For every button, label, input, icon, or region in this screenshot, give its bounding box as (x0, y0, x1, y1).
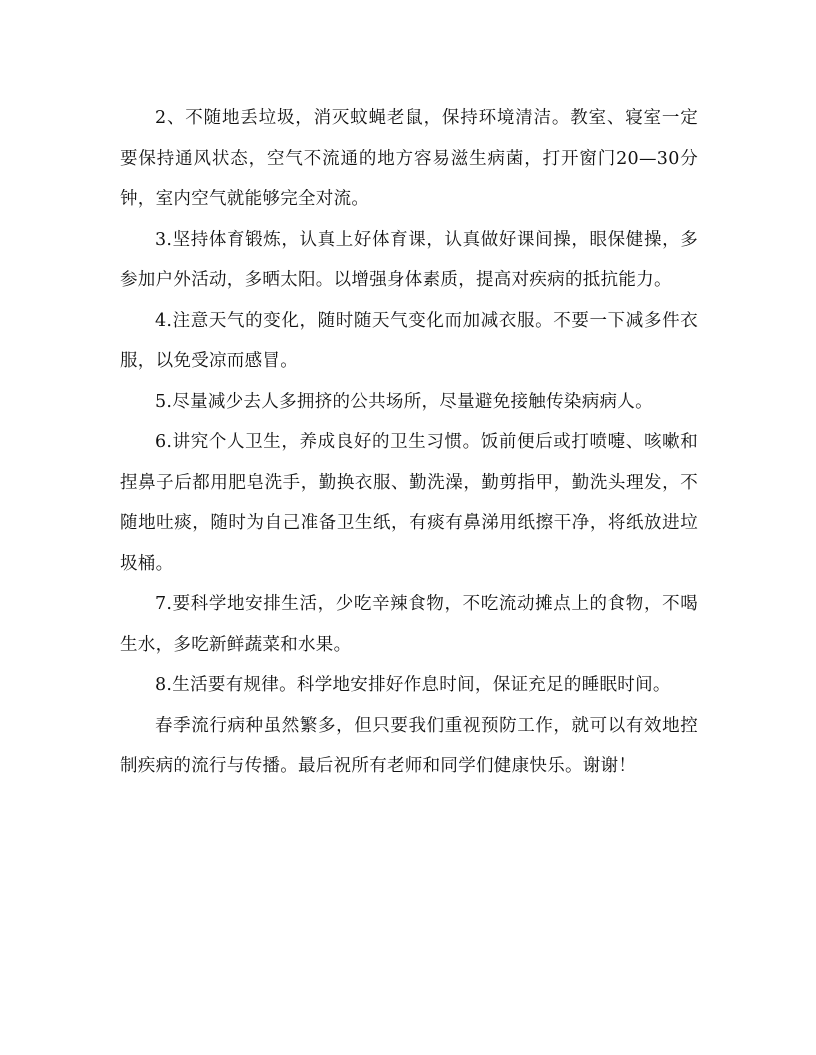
paragraph-personal-hygiene: 6.讲究个人卫生，养成良好的卫生习惯。饭前便后或打喷嚏、咳嗽和捏鼻子后都用肥皂洗手，勤换衣服、勤洗澡，勤剪指甲，勤洗头理发，不随地吐痰，随时为自己准备卫生纸，有痰有鼻涕用纸擦干净，将纸放进垃圾桶。 (120, 432, 698, 574)
paragraph-closing: 春季流行病种虽然繁多，但只要我们重视预防工作，就可以有效地控制疾病的流行与传播。最后祝所有老师和同学们健康快乐。谢谢！ (120, 715, 698, 776)
paragraph-exercise: 3.坚持体育锻炼，认真上好体育课，认真做好课间操，眼保健操，多参加户外活动，多晒太阳。以增强身体素质，提高对疾病的抵抗能力。 (120, 229, 698, 290)
paragraph-diet: 7.要科学地安排生活，少吃辛辣食物，不吃流动摊点上的食物，不喝生水，多吃新鲜蔬菜和水果。 (120, 594, 698, 655)
paragraph-routine: 8.生活要有规律。科学地安排好作息时间，保证充足的睡眠时间。 (155, 675, 671, 695)
document-body (120, 98, 698, 787)
paragraph-public-places: 5.尽量减少去人多拥挤的公共场所，尽量避免接触传染病病人。 (155, 391, 653, 412)
paragraph-weather: 4.注意天气的变化，随时随天气变化而加减衣服。不要一下减多件衣服，以免受凉而感冒。 (120, 310, 698, 371)
paragraph-hygiene-environment: 2、不随地丢垃圾，消灭蚊蝇老鼠，保持环境清洁。教室、寝室一定要保持通风状态，空气不流通的地方容易滋生病菌，打开窗门20—30分钟，室内空气就能够完全对流。 (120, 108, 698, 209)
